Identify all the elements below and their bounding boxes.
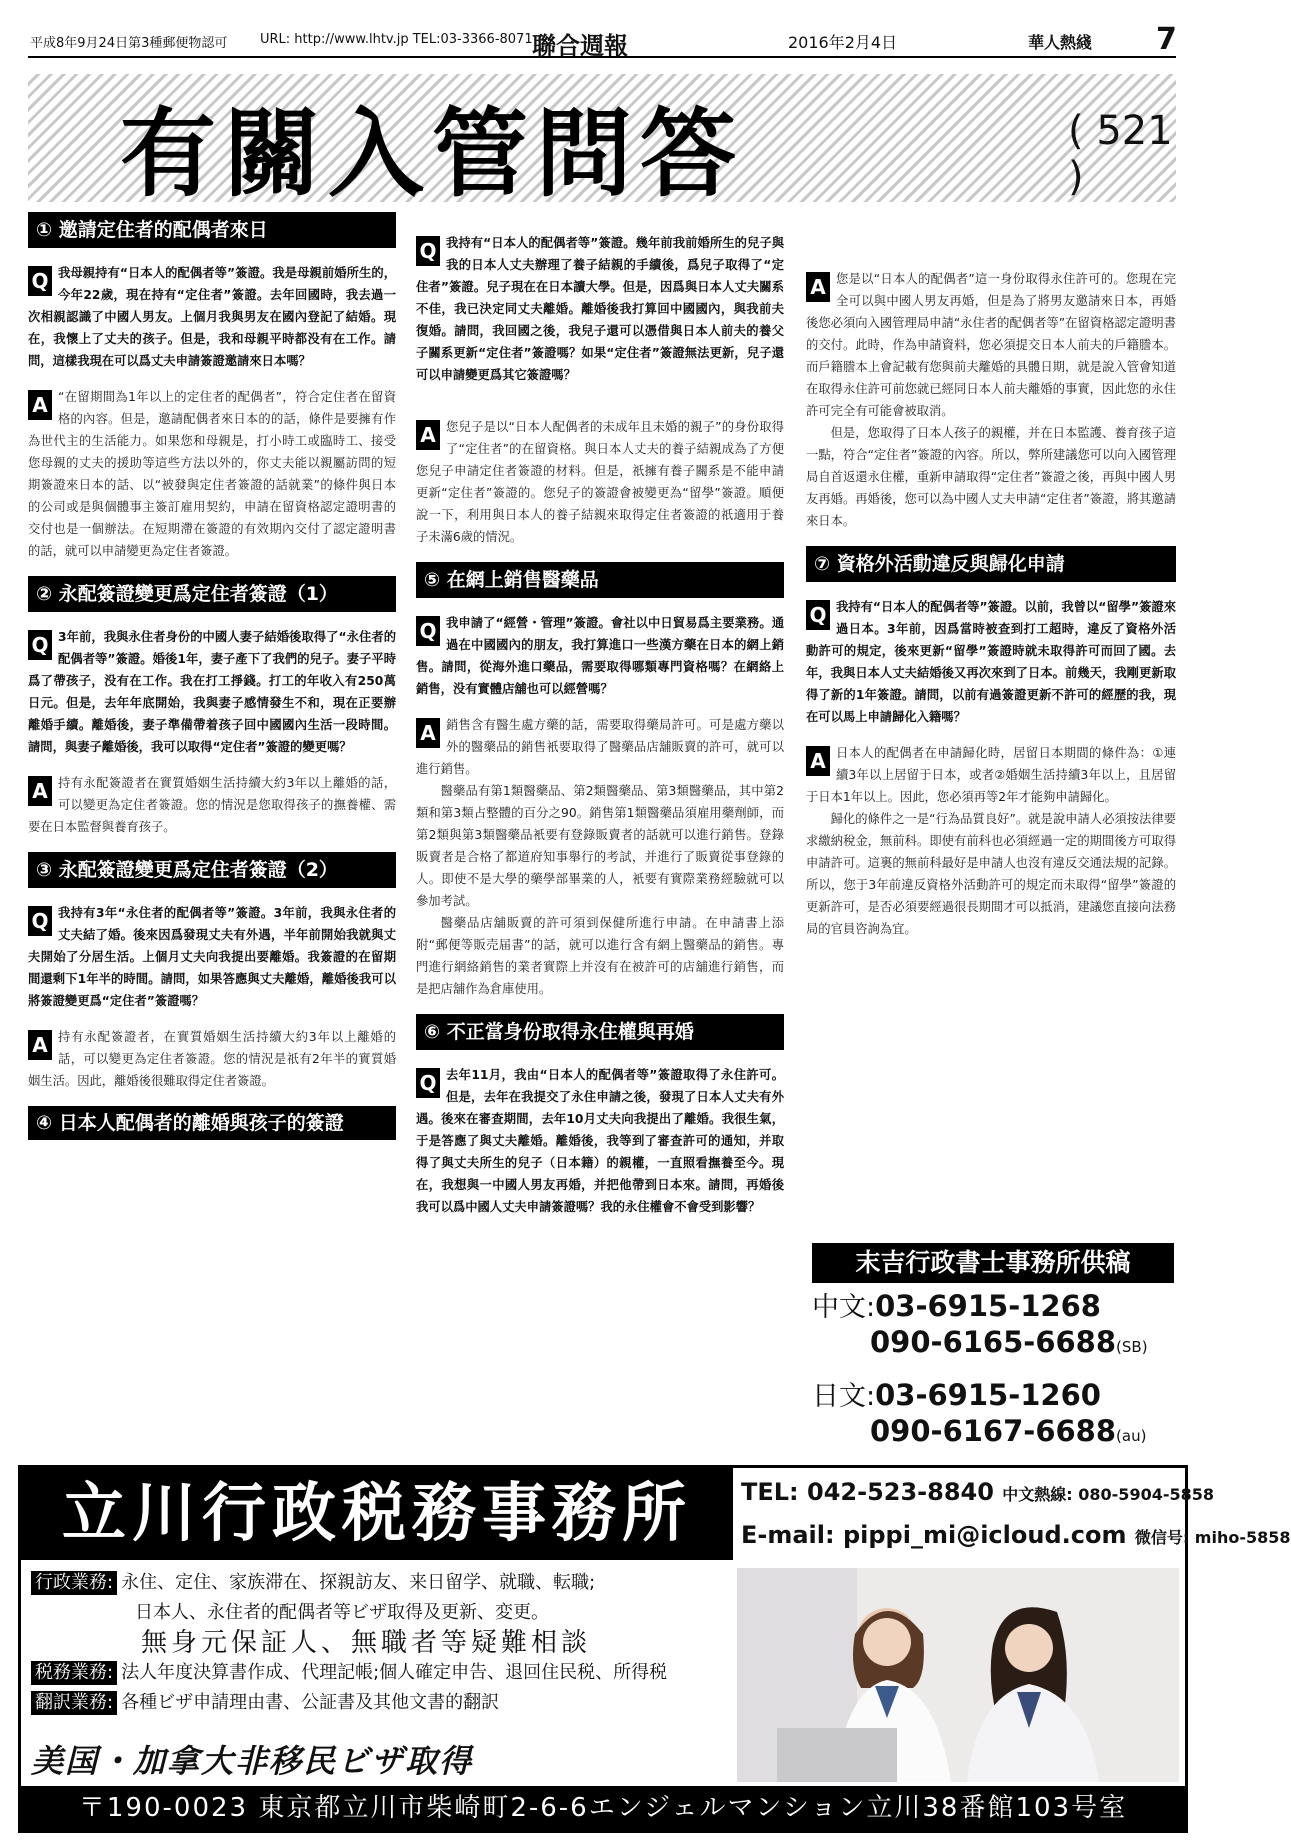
service-admin-text: 永住、定住、家族滞在、探親訪友、来日留学、就職、転職; [121,1572,596,1593]
office-address: 〒190-0023 東京都立川市柴崎町2-6-6エンジェルマンション立川38番館103号室 [21,1786,1185,1830]
section-1-title: ① 邀請定住者的配偶者來日 [28,212,396,248]
q-badge: Q [416,236,440,266]
a-badge: A [806,272,830,302]
section-7-answer: A 日本人的配偶者在申請歸化時，居留日本期間的條件為：①連續3年以上居留于日本，或者②婚姻生活持續3年以上，且居留于日本1年以上。因此，您必須再等2年才能夠申請歸化。 歸化的條件之一是“行為品質良好”。就是說申請人必須按法律要求繳納稅金，無前科。即使有前科也必須經過一定的期間後方可取得申請許可。這裏的無前科最好是申請人也沒有違反交通法規的記錄。所以，您于3年前違反資格外活動許可的規定而未取得“留學”簽證的更新許可，是否必須要經過很長期間才可以抵消，建議您直接向法務局的官員咨詢為宜。 [806,742,1176,940]
section-2-answer: A 持有永配簽證者在實質婚姻生活持續大約3年以上離婚的話，可以變更為定住者簽證。您的情況是您取得孩子的撫養權、需要在日本監督與養育孩子。 [28,776,396,834]
issue-date: 2016年2月4日 [788,33,898,52]
section-7-title: ⑦ 資格外活動違反與歸化申請 [806,546,1176,582]
cn-label: 中文: [812,1292,876,1323]
contact-head: 末吉行政書士事務所供稿 [812,1243,1174,1283]
two-women-photo [737,1568,1179,1782]
cn-phone-2[interactable]: 090-6165-6688 [870,1325,1117,1359]
section-1-question: Q 我母親持有“日本人的配偶者等”簽證。我是母親前婚所生的，今年22歲，現在持有“定住者”簽證。去年回國時，我去過一次相親認識了中國人男友。上個月我與男友在國內登記了結婚。現在，我懷上了丈夫的孩子。但是，我和母親平時都没有在工作。請問，這樣我現在可以爲丈夫申請簽證邀請來日本嗎？ [28,266,396,368]
service-translation-text: 各種ビザ申請理由書、公証書及其他文書的翻訳 [121,1692,500,1713]
contact-box [812,1243,1174,1453]
section-4-question: Q 我持有“日本人的配偶者等”簽證。幾年前我前婚所生的兒子與我的日本人丈夫辦理了養子結親的手續後，爲兒子取得了“定住者”簽證。兒子現在在日本讀大學。但是，因爲與日本人丈夫關系不佳，我已決定同丈夫離婚。離婚後我打算回中國國內，與我前夫復婚。請問，我回國之後，我兒子還可以憑借與日本人前夫的養父子關系更新“定住者”簽證嗎？如果“定住者”簽證無法更新，兒子還可以申請變更爲其它簽證嗎？ [416,236,784,382]
section-4-title: ④ 日本人配偶者的離婚與孩子的簽證 [28,1106,396,1140]
issue-number: ( 521 ) [1068,108,1173,200]
a-badge: A [28,1030,52,1060]
q-badge: Q [28,906,52,936]
a-badge: A [806,746,830,776]
service-tax-text: 法人年度決算書作成、代理記帳;個人確定申告、退回住民税、所得税 [121,1662,668,1683]
section-5-answer: A 銷售含有醫生處方藥的話，需要取得藥局許可。可是處方藥以外的醫藥品的銷售衹要取得了醫藥品店舖販賣的許可，就可以進行銷售。 醫藥品有第1類醫藥品、第2類醫藥品、第3類醫藥品，其中第2類和第3類占整體的百分之90。銷售第1類醫藥品須雇用藥劑師，而第2類與第3類醫藥品衹要有登錄販賣者的話就可以進行銷售。登錄販賣者是合格了都道府知事舉行的考試，并進行了販賣從事登錄的人。即使不是大學的藥學部畢業的人，衹要有實際業務經驗就可以參加考試。 醫藥品店舖販賣的許可須到保健所進行申請。在申請書上添附“郵便等販売届書”的話，就可以進行含有網上醫藥品的銷售。專門進行網絡銷售的業者實際上并沒有在被許可的店舖進行銷售，而是把店舖作為倉庫使用。 [416,714,784,1000]
section-5-answer-p3: 醫藥品店舖販賣的許可須到保健所進行申請。在申請書上添附“郵便等販売届書”的話，就可以進行含有網上醫藥品的銷售。專門進行網絡銷售的業者實際上并沒有在被許可的店舖進行銷售，而是把店舖作為倉庫使用。 [416,916,784,996]
section-6-title: ⑥ 不正當身份取得永住權與再婚 [416,1014,784,1050]
cn-phone-2-note: (SB) [1116,1338,1148,1356]
section-6-answer-p2: 但是，您取得了日本人孩子的親權，并在日本監護、養育孩子這一點，符合“定住者”簽證的內容。所以，弊所建議您可以向入國管理局自首返還永住權，重新申請取得“定住者”簽證之後，再與中國人男友再婚。再婚後，您可以為中國人丈夫申請“定住者”簽證，將其邀請來日本。 [806,426,1176,528]
ad-contacts [741,1472,1291,1558]
a-badge: A [416,718,440,748]
title-banner [28,74,1176,210]
service-tag-translation: 翻訳業務: [31,1691,117,1715]
column-3 [806,206,1176,954]
service-tag-admin: 行政業務: [31,1571,117,1595]
section-5-answer-p2: 醫藥品有第1類醫藥品、第2類醫藥品、第3類醫藥品，其中第2類和第3類占整體的百分之90。銷售第1類醫藥品須雇用藥劑師，而第2類與第3類醫藥品衹要有登錄販賣者的話就可以進行銷售。登錄販賣者是合格了都道府知事舉行的考試，并進行了販賣從事登錄的人。即使不是大學的藥學部畢業的人，衹要有實際業務經驗就可以參加考試。 [416,784,784,908]
section-1-answer: A “在留期間為1年以上的定住者的配偶者”，符合定住者在留資格的內容。但是，邀請配偶者來日本的的話，條件是要擁有作為世代主的生活能力。如果您和母親是，打小時工或臨時工、接受您母親的丈夫的援助等這些方法以外的，你丈夫能以親屬訪問的短期簽證來日本的話、以“被發與定住者簽證的話就業”的條件與日本的公司或是與個體事主簽訂雇用契約，申請在留資格認定證明書的交付也是一個辦法。在短期滯在簽證的有效期內交付了認定證明書的話，就可以申請變更為定住者簽證。 [28,390,396,558]
section-7-answer-p2: 歸化的條件之一是“行為品質良好”。就是說申請人必須按法律要求繳納稅金，無前科。即使有前科也必須經過一定的期間後方可取得申請許可。這裏的無前科最好是申請人也沒有違反交通法規的記錄。所以，您于3年前違反資格外活動許可的規定而未取得“留學”簽證的更新許可，是否必須要經過很長期間才可以抵消，建議您直接向法務局的官員咨詢為宜。 [806,812,1176,936]
service-admin-text-2: 日本人、永住者的配偶者等ビザ取得及更新、変更。 [135,1602,549,1623]
ad-wechat: 微信号: miho-5858 [1134,1528,1291,1547]
ad-services [31,1568,731,1718]
ad-email[interactable]: E-mail: pippi_mi@icloud.com [741,1521,1127,1549]
newspaper-name: 聯合週報 [532,31,628,60]
a-badge: A [28,776,52,806]
office-advertisement [18,1465,1291,1833]
jp-phone-2[interactable]: 090-6167-6688 [870,1414,1117,1448]
page-header [28,22,1177,60]
url-tel: URL: http://www.lhtv.jp TEL:03-3366-8071 [260,32,533,47]
section-5-question: Q 我申請了“經營・管理”簽證。會社以中日貿易爲主要業務。通過在中國國內的朋友，我打算進口一些漢方藥在日本的網上銷售。請問，從海外進口藥品，需要取得哪類專門資格嗎？在網絡上銷售，没有實體店舖也可以經營嗎？ [416,616,784,696]
q-badge: Q [28,266,52,296]
section-name: 華人熱綫 [1028,33,1093,52]
section-4-answer: A 您兒子是以“日本人配偶者的未成年且未婚的親子”的身份取得了“定住者”的在留資格。與日本人丈夫的養子結親成為了方便您兒子申請定住者簽證的材料。但是，祇擁有養子關系是不能申請更新“定住者”簽證的。您兒子的簽證會被變更為“留學”簽證。順便說一下，利用與日本人的養子結親來取得定住者簽證的祇適用于養子未滿6歲的情況。 [416,420,784,544]
column-2 [416,232,784,1232]
ad-cn-hotline[interactable]: 中文熱線: 080-5904-5858 [1002,1485,1215,1504]
a-badge: A [28,390,52,420]
q-badge: Q [28,630,52,660]
section-7-question: Q 我持有“日本人的配偶者等”簽證。以前，我曾以“留學”簽證來過日本。3年前，因爲當時被查到打工超時，違反了資格外活動許可的規定，後來更新“留學”簽證時就未取得許可而回了國。去年，我與日本人丈夫結婚後又再次來到了日本。前幾天，我剛更新取得了新的1年簽證。請問，以前有過簽證更新不許可的經歷的我，現在可以馬上申請歸化入籍嗎？ [806,600,1176,724]
office-photo [737,1568,1179,1782]
q-badge: Q [416,1068,440,1098]
column-1 [28,206,396,1154]
section-6-answer: A 您是以“日本人的配偶者”這一身份取得永住許可的。您現在完全可以與中國人男友再婚，但是為了將男友邀請來日本，再婚後您必須向入國管理局申請“永住者的配偶者等”在留資格認定證明書的交付。此時，作為申請資料，您必須提交日本人前夫的戶籍謄本。而戶籍謄本上會記載有您與前夫離婚的具體日期，就是說入管會知道在取得永住許可前您就已經同日本人前夫離婚的事實，因此您的永住許可完全有可能會被取消。 但是，您取得了日本人孩子的親權，并在日本監護、養育孩子這一點，符合“定住者”簽證的內容。所以，弊所建議您可以向入國管理局自首返還永住權，重新申請取得“定住者”簽證之後，再與中國人男友再婚。再婚後，您可以為中國人丈夫申請“定住者”簽證，將其邀請來日本。 [806,268,1176,532]
section-3-answer: A 持有永配簽證者，在實質婚姻生活持續大約3年以上離婚的話，可以變更為定住者簽證。您的情況是祇有2年半的實質婚姻生活。因此，離婚後很難取得定住者簽證。 [28,1030,396,1088]
jp-label: 日文: [812,1381,876,1412]
contact-cn-row-2 [812,1325,1174,1364]
postal-permit: 平成8年9月24日第3種郵便物認可 [30,36,228,51]
page-title: 有關入管問答 [120,97,744,210]
section-6-question: Q 去年11月，我由“日本人的配偶者等”簽證取得了永住許可。但是，去年在我提交了永住申請之後，發現了日本人丈夫有外遇。後來在審查期間，去年10月丈夫向我提出了離婚。我很生氣，于是答應了與丈夫離婚。離婚後，我等到了審查許可的通知，并取得了與丈夫所生的兒子（日本籍）的親權，一直照看撫養至今。現在，我想與一中國人男友再婚，并把他帶到日本來。請問，再婚後我可以爲中國人丈夫申請簽證嗎？我的永住權會不會受到影響？ [416,1068,784,1214]
ad-slogan: 無身元保証人、無職者等疑難相談 [141,1628,592,1658]
cn-phone-1[interactable]: 03-6915-1268 [875,1289,1101,1323]
contact-jp-row [812,1378,1174,1414]
jp-phone-1[interactable]: 03-6915-1260 [875,1378,1101,1412]
section-3-title: ③ 永配簽證變更爲定住者簽證（2） [28,852,396,888]
ad-visa-slogan: 美国・加拿大非移民ビザ取得 [31,1742,474,1780]
office-name: 立川行政税務事務所 [21,1468,733,1560]
section-2-title: ② 永配簽證變更爲定住者簽證（1） [28,576,396,612]
page-number: 7 [1156,22,1177,57]
section-5-title: ⑤ 在網上銷售醫藥品 [416,562,784,598]
jp-phone-2-note: (au) [1116,1427,1147,1445]
a-badge: A [416,420,440,450]
contact-jp-row-2 [812,1414,1174,1453]
q-badge: Q [806,600,830,630]
service-tag-tax: 税務業務: [31,1661,117,1685]
section-2-question: Q 3年前，我與永住者身份的中國人妻子結婚後取得了“永住者的配偶者等”簽證。婚後1年，妻子產下了我們的兒子。妻子平時爲了帶孩子，没有在工作。我在打工掙錢。打工的年收入有250萬日元。但是，去年年底開始，我與妻子感情發生不和，現在正要辦離婚手續。離婚後，妻子準備帶着孩子回中國國內生活一段時間。請問，與妻子離婚後，我可以取得“定住者”簽證的變更嗎？ [28,630,396,754]
section-3-question: Q 我持有3年“永住者的配偶者等”簽證。3年前，我與永住者的丈夫結了婚。後來因爲發現丈夫有外遇，半年前開始我就與丈夫開始了分居生活。上個月丈夫向我提出要離婚。我簽證的在留期間還剩下1年半的時間。請問，如果答應與丈夫離婚，離婚後我可以將簽證變更爲“定住者”簽證嗎？ [28,906,396,1008]
ad-tel[interactable]: TEL: 042-523-8840 [741,1478,994,1506]
contact-cn-row [812,1289,1174,1325]
q-badge: Q [416,616,440,646]
